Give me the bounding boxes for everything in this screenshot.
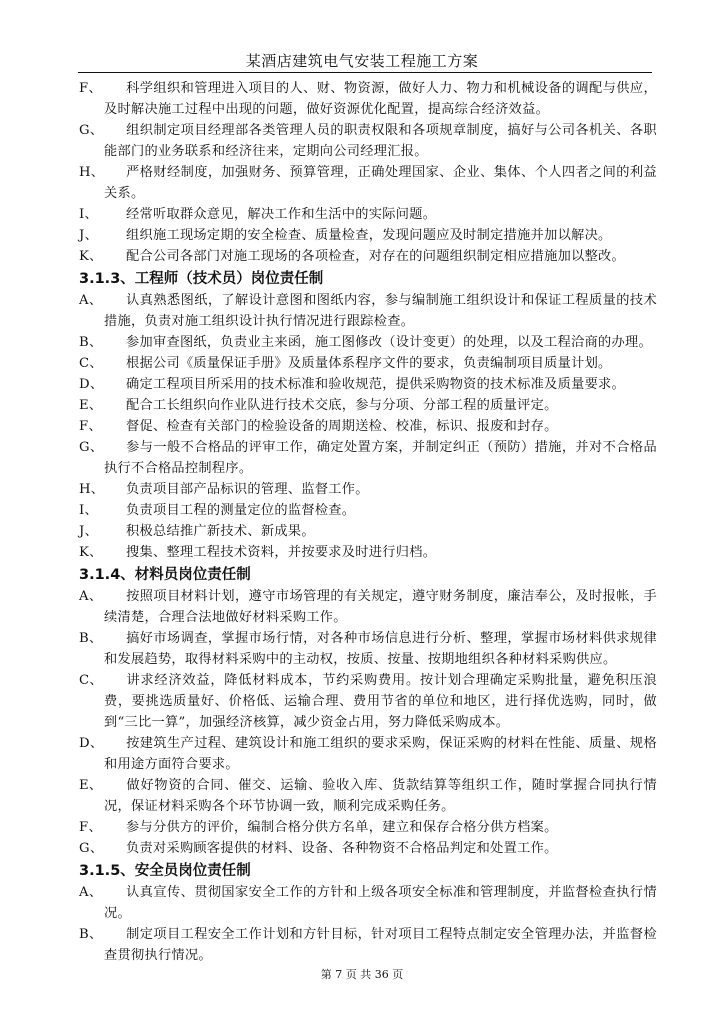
list-item [79,775,657,817]
list-item [79,246,657,267]
item-marker: H、 [79,165,105,180]
list-item [79,521,657,542]
item-marker: B、 [79,927,103,942]
item-text: 严格财经制度，加强财务、预算管理，正确处理国家、企业、集体、个人四者之间的利益关系。 [104,165,657,201]
item-text: 按照项目材料计划，遵守市场管理的有关规定，遵守财务制度，廉洁奉公，及时报帐，手续清楚，合理合法地做好材料采购工作。 [104,589,657,625]
page-header-title: 某酒店建筑电气安装工程施工方案 [245,52,479,70]
item-marker: H、 [79,482,105,497]
list-item [79,374,657,395]
list-item [79,479,657,500]
list-item [79,542,657,563]
item-marker: C、 [79,356,103,371]
item-text: 认真熟悉图纸，了解设计意图和图纸内容，参与编制施工组织设计和保证工程质量的技术措施，负责对施工组织设计执行情况进行跟踪检查。 [104,293,657,329]
item-text: 做好物资的合同、催交、运输、验收入库、货款结算等组织工作，随时掌握合同执行情况，保证材料采购各个环节协调一致，顺利完成采购任务。 [104,778,657,814]
list-item [79,204,657,225]
list-item [79,628,657,670]
list-item [79,924,657,966]
item-text: 组织制定项目经理部各类管理人员的职责权限和各项规章制度，搞好与公司各机关、各职能部门的业务联系和经济往来，定期向公司经理汇报。 [104,123,657,159]
item-marker: K、 [79,545,103,560]
item-text: 搞好市场调查，掌握市场行情，对各种市场信息进行分析、整理，掌握市场材料供求规律和发展趋势，取得材料采购中的主动权，按质、按量、按期地组织各种材料采购供应。 [104,631,657,667]
item-text: 认真宣传、贯彻国家安全工作的方针和上级各项安全标准和管理制度，并监督检查执行情况。 [104,885,657,921]
item-text: 按建筑生产过程、建筑设计和施工组织的要求采购，保证采购的材料在性能、质量、规格和用途方面符合要求。 [104,736,657,772]
item-text: 讲求经济效益，降低材料成本，节约采购费用。按计划合理确定采购批量，避免积压浪费，要挑选质量好、价格低、运输合理、费用节省的单位和地区，进行择优选购，同时，做到“三比一算”，加强经济核算，减少资金占用，努力降低采购成本。 [104,673,657,730]
item-text: 参与分供方的评价，编制合格分供方名单，建立和保存合格分供方档案。 [126,820,558,835]
list-item [79,817,657,838]
item-marker: C、 [79,673,103,688]
item-marker: A、 [79,885,103,900]
list-item [79,882,657,924]
item-marker: E、 [79,398,103,413]
list-item [79,78,657,120]
item-text: 负责项目部产品标识的管理、监督工作。 [126,482,369,497]
header-divider [78,72,652,73]
item-marker: F、 [79,419,102,434]
section-heading: 3.1.5、安全员岗位责任制 [79,863,251,879]
item-marker: B、 [79,335,103,350]
item-marker: D、 [79,736,104,751]
item-text: 根据公司《质量保证手册》及质量体系程序文件的要求，负责编制项目质量计划。 [126,356,612,371]
document-body [79,78,657,966]
list-item [79,225,657,246]
item-marker: D、 [79,377,104,392]
list-item [79,500,657,521]
list-item [79,353,657,374]
list-item [79,733,657,775]
item-marker: E、 [79,778,103,793]
page-number: 第 7 页 共 36 页 [320,968,404,981]
item-text: 配合公司各部门对施工现场的各项检查，对存在的问题组织制定相应措施加以整改。 [126,249,626,264]
item-text: 参与一般不合格品的评审工作，确定处置方案，并制定纠正（预防）措施，并对不合格品执行不合格品控制程序。 [104,440,657,476]
list-item [79,332,657,353]
item-marker: J、 [79,524,99,539]
list-item [79,586,657,628]
item-text: 组织施工现场定期的安全检查、质量检查，发现问题应及时制定措施并加以解决。 [126,228,612,243]
list-item [79,416,657,437]
list-item [79,120,657,162]
list-item [79,838,657,859]
item-text: 督促、检查有关部门的检验设备的周期送检、校准，标识、报废和封存。 [126,419,558,434]
list-item [79,290,657,332]
list-item [79,162,657,204]
section-heading: 3.1.3、工程师（技术员）岗位责任制 [79,271,324,287]
item-marker: I、 [79,503,98,518]
item-text: 确定工程项目所采用的技术标准和验收规范，提供采购物资的技术标准及质量要求。 [126,377,626,392]
item-text: 科学组织和管理进入项目的人、财、物资源，做好人力、物力和机械设备的调配与供应，及时解决施工过程中出现的问题，做好资源优化配置，提高综合经济效益。 [104,81,657,117]
item-marker: A、 [79,589,103,604]
item-marker: F、 [79,81,102,96]
item-text: 经常听取群众意见，解决工作和生活中的实际问题。 [126,207,437,222]
item-text: 搜集、整理工程技术资料，并按要求及时进行归档。 [126,545,437,560]
item-marker: G、 [79,123,104,138]
item-marker: F、 [79,820,102,835]
list-item [79,437,657,479]
item-text: 负责项目工程的测量定位的监督检查。 [126,503,356,518]
item-text: 制定项目工程安全工作计划和方针目标，针对项目工程特点制定安全管理办法，并监督检查贯彻执行情况。 [104,927,657,963]
item-marker: J、 [79,228,99,243]
list-item [79,395,657,416]
item-marker: I、 [79,207,98,222]
item-marker: B、 [79,631,103,646]
item-text: 参加审查图纸，负责业主来函，施工图修改（设计变更）的处理，以及工程洽商的办理。 [126,335,653,350]
item-marker: K、 [79,249,103,264]
item-text: 负责对采购顾客提供的材料、设备、各种物资不合格品判定和处置工作。 [126,841,558,856]
section-heading: 3.1.4、材料员岗位责任制 [79,567,251,583]
item-text: 积极总结推广新技术、新成果。 [126,524,315,539]
item-text: 配合工长组织向作业队进行技术交底，参与分项、分部工程的质量评定。 [126,398,558,413]
item-marker: G、 [79,440,104,455]
item-marker: A、 [79,293,103,308]
item-marker: G、 [79,841,104,856]
list-item [79,670,657,733]
